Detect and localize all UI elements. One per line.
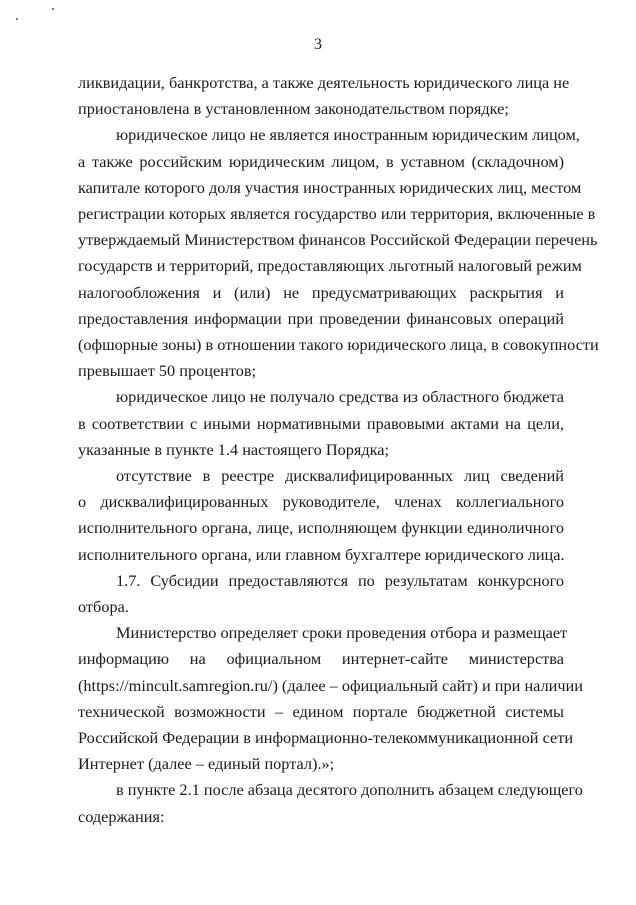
text-line: исполнительного органа, лице, исполняющем функции единоличного — [78, 518, 564, 538]
scan-speck — [52, 8, 54, 10]
page-number: 3 — [314, 36, 322, 53]
text-line: превышает 50 процентов; — [78, 361, 257, 381]
text-line: отбора. — [78, 597, 129, 617]
text-line: в соответствии с иными нормативными правовыми актами на цели, — [78, 413, 564, 433]
text-line: 1.7. Субсидии предоставляются по результатам конкурсного — [116, 570, 564, 590]
text-line: указанные в пункте 1.4 настоящего Порядка; — [78, 439, 390, 459]
text-line: приостановлена в установленном законодательством порядке; — [78, 99, 509, 119]
text-line: в пункте 2.1 после абзаца десятого дополнить абзацем следующего — [116, 780, 583, 800]
text-line: (офшорные зоны) в отношении такого юридического лица, в совокупности — [78, 335, 599, 355]
text-line: предоставления информации при проведении финансовых операций — [78, 308, 564, 328]
text-line: юридическое лицо не получало средства из областного бюджета — [116, 387, 564, 407]
text-line: государств и территорий, предоставляющих льготный налоговый режим — [78, 256, 582, 276]
text-line: юридическое лицо не является иностранным юридическим лицом, — [116, 125, 580, 145]
scan-speck — [16, 18, 18, 20]
text-line: технической возможности – едином портале бюджетной системы — [78, 701, 564, 721]
text-line: (https://mincult.samregion.ru/) (далее – официальный сайт) и при наличии — [78, 675, 583, 695]
text-line: ликвидации, банкротства, а также деятельность юридического лица не — [78, 73, 570, 92]
text-line: о дисквалифицированных руководителе, членах коллегиального — [78, 492, 564, 512]
text-line: капитале которого доля участия иностранных юридических лиц, местом — [78, 177, 582, 197]
text-line: утверждаемый Министерством финансов Российской Федерации перечень — [78, 230, 598, 250]
text-line: исполнительного органа, или главном бухгалтере юридического лица. — [78, 544, 565, 564]
text-line: налогообложения и (или) не предусматривающих раскрытия и — [78, 282, 564, 302]
text-line: а также российским юридическим лицом, в уставном (складочном) — [78, 151, 564, 171]
text-line: информацию на официальном интернет-сайте министерства — [78, 649, 564, 669]
text-line: Министерство определяет сроки проведения отбора и размещает — [116, 623, 568, 643]
text-line: отсутствие в реестре дисквалифицированных лиц сведений — [116, 466, 564, 486]
text-line: Интернет (далее – единый портал).»; — [78, 754, 335, 774]
text-line: Российской Федерации в информационно-телекоммуникационной сети — [78, 728, 574, 748]
text-line: регистрации которых является государство или территория, включенные в — [78, 204, 596, 224]
document-body — [78, 70, 599, 830]
text-line: содержания: — [78, 806, 165, 826]
